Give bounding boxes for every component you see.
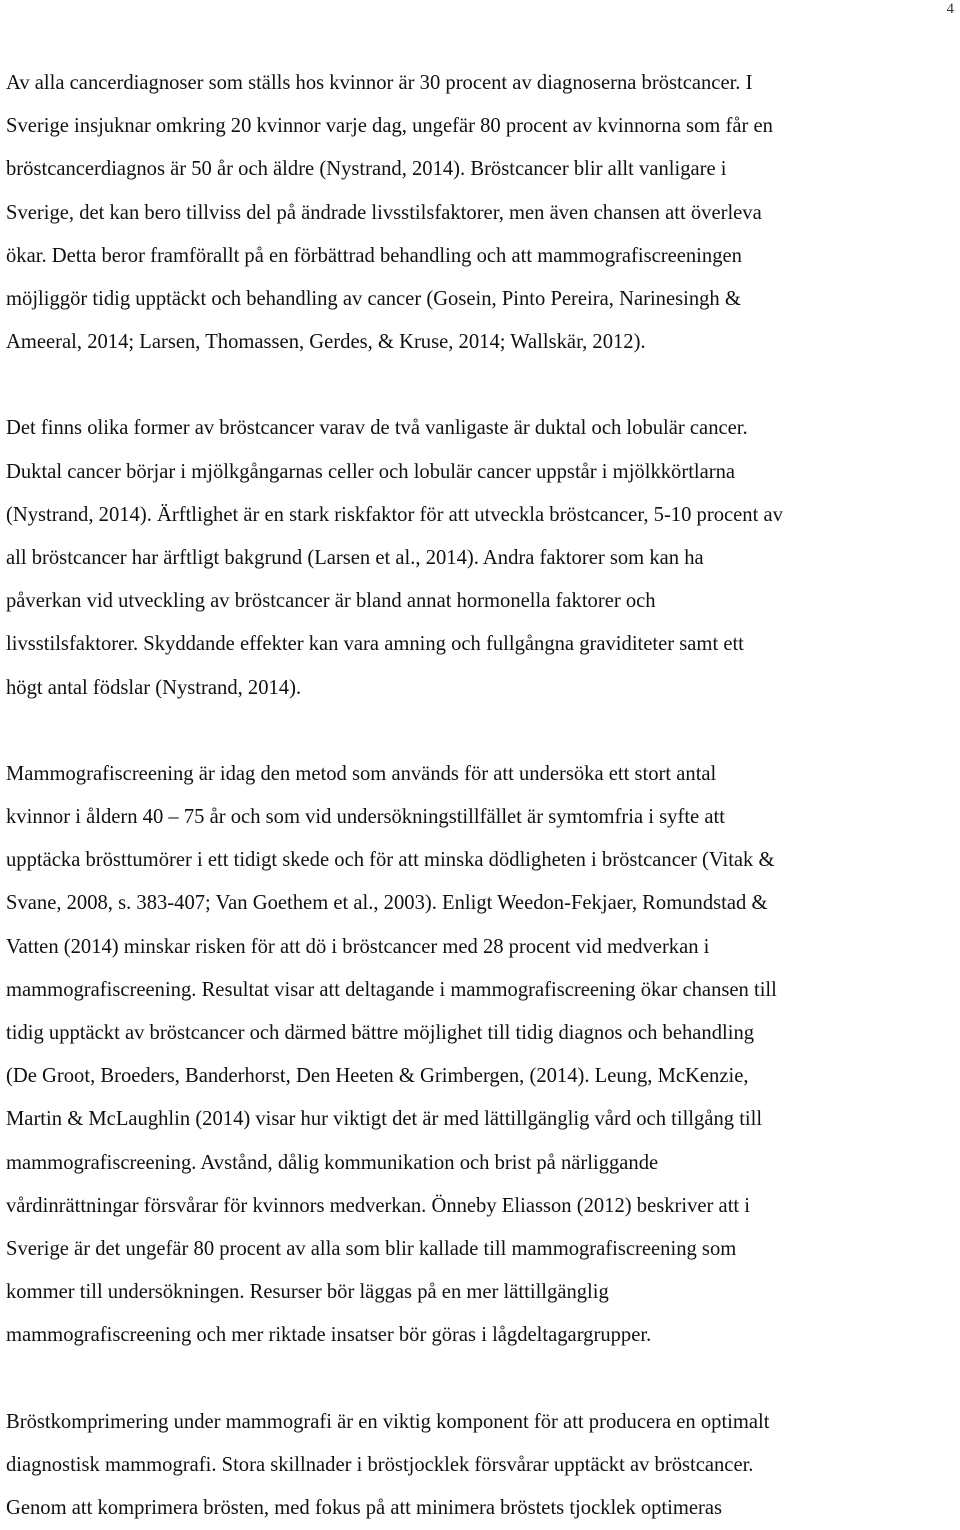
body-text: [6, 62, 950, 1530]
text-line: (De Groot, Broeders, Banderhorst, Den Heeten & Grimbergen, (2014). Leung, McKenzie,: [6, 1065, 749, 1088]
paragraph-breast-compression: [6, 1401, 950, 1530]
text-line: kvinnor i åldern 40 – 75 år och som vid undersökningstillfället är symtomfria i syfte att: [6, 806, 725, 829]
text-line: ökar. Detta beror framförallt på en förbättrad behandling och att mammografiscreeningen: [6, 244, 742, 267]
text-line: mammografiscreening och mer riktade insatser bör göras i lågdeltagargrupper.: [6, 1324, 652, 1347]
text-line: mammografiscreening. Resultat visar att deltagande i mammografiscreening ökar chansen till: [6, 978, 777, 1001]
text-line: Bröstkomprimering under mammografi är en viktig komponent för att producera en optimalt: [6, 1410, 770, 1433]
text-line: påverkan vid utveckling av bröstcancer är bland annat hormonella faktorer och: [6, 590, 656, 613]
paragraph-cancer-types: [6, 407, 950, 709]
page-number: 4: [946, 1, 954, 17]
text-line: Av alla cancerdiagnoser som ställs hos kvinnor är 30 procent av diagnoserna bröstcancer. I: [6, 72, 753, 94]
text-line: Sverige är det ungefär 80 procent av alla som blir kallade till mammografiscreening som: [6, 1238, 737, 1261]
paragraph-mammography-screening: [6, 753, 950, 1358]
text-line: vårdinrättningar försvårar för kvinnors medverkan. Önneby Eliasson (2012) beskriver att i: [6, 1194, 751, 1217]
text-line: tidig upptäckt av bröstcancer och därmed bättre möjlighet till tidig diagnos och behandling: [6, 1022, 755, 1045]
text-line: Duktal cancer börjar i mjölkgångarnas celler och lobulär cancer uppstår i mjölkkörtlarna: [6, 460, 736, 483]
text-line: diagnostisk mammografi. Stora skillnader i bröstjocklek försvårar upptäckt av bröstcancer.: [6, 1453, 754, 1476]
text-line: Vatten (2014) minskar risken för att dö i bröstcancer med 28 procent vid medverkan i: [6, 935, 710, 958]
text-line: Martin & McLaughlin (2014) visar hur viktigt det är med lättillgänglig vård och tillgång till: [6, 1108, 763, 1131]
text-line: livsstilsfaktorer. Skyddande effekter kan vara amning och fullgångna graviditeter samt ett: [6, 633, 744, 656]
text-line: möjliggör tidig upptäckt och behandling av cancer (Gosein, Pinto Pereira, Narinesingh &: [6, 288, 741, 311]
text-line: Det finns olika former av bröstcancer varav de två vanligaste är duktal och lobulär cancer.: [6, 417, 748, 440]
text-line: högt antal födslar (Nystrand, 2014).: [6, 676, 302, 699]
text-line: Svane, 2008, s. 383-407; Van Goethem et al., 2003). Enligt Weedon-Fekjaer, Romundstad &: [6, 892, 768, 915]
text-line: (Nystrand, 2014). Ärftlighet är en stark riskfaktor för att utveckla bröstcancer, 5-10 procent av: [6, 503, 783, 526]
text-line: kommer till undersökningen. Resurser bör läggas på en mer lättillgänglig: [6, 1281, 609, 1304]
text-line: Ameeral, 2014; Larsen, Thomassen, Gerdes, & Kruse, 2014; Wallskär, 2012).: [6, 331, 646, 354]
text-line: upptäcka brösttumörer i ett tidigt skede och för att minska dödligheten i bröstcancer (Vitak &: [6, 849, 775, 872]
text-line: Sverige, det kan bero tillviss del på ändrade livsstilsfaktorer, men även chansen att överleva: [6, 201, 762, 224]
text-line: bröstcancerdiagnos är 50 år och äldre (Nystrand, 2014). Bröstcancer blir allt vanligare i: [6, 158, 727, 181]
text-line: all bröstcancer har ärftligt bakgrund (Larsen et al., 2014). Andra faktorer som kan ha: [6, 547, 704, 570]
text-line: Mammografiscreening är idag den metod som används för att undersöka ett stort antal: [6, 762, 717, 785]
text-line: mammografiscreening. Avstånd, dålig kommunikation och brist på närliggande: [6, 1151, 659, 1174]
paragraph-breast-cancer-statistics: [6, 62, 950, 364]
text-line: Sverige insjuknar omkring 20 kvinnor varje dag, ungefär 80 procent av kvinnorna som får en: [6, 115, 773, 138]
text-line: Genom att komprimera brösten, med fokus på att minimera bröstets tjocklek optimeras: [6, 1497, 723, 1520]
